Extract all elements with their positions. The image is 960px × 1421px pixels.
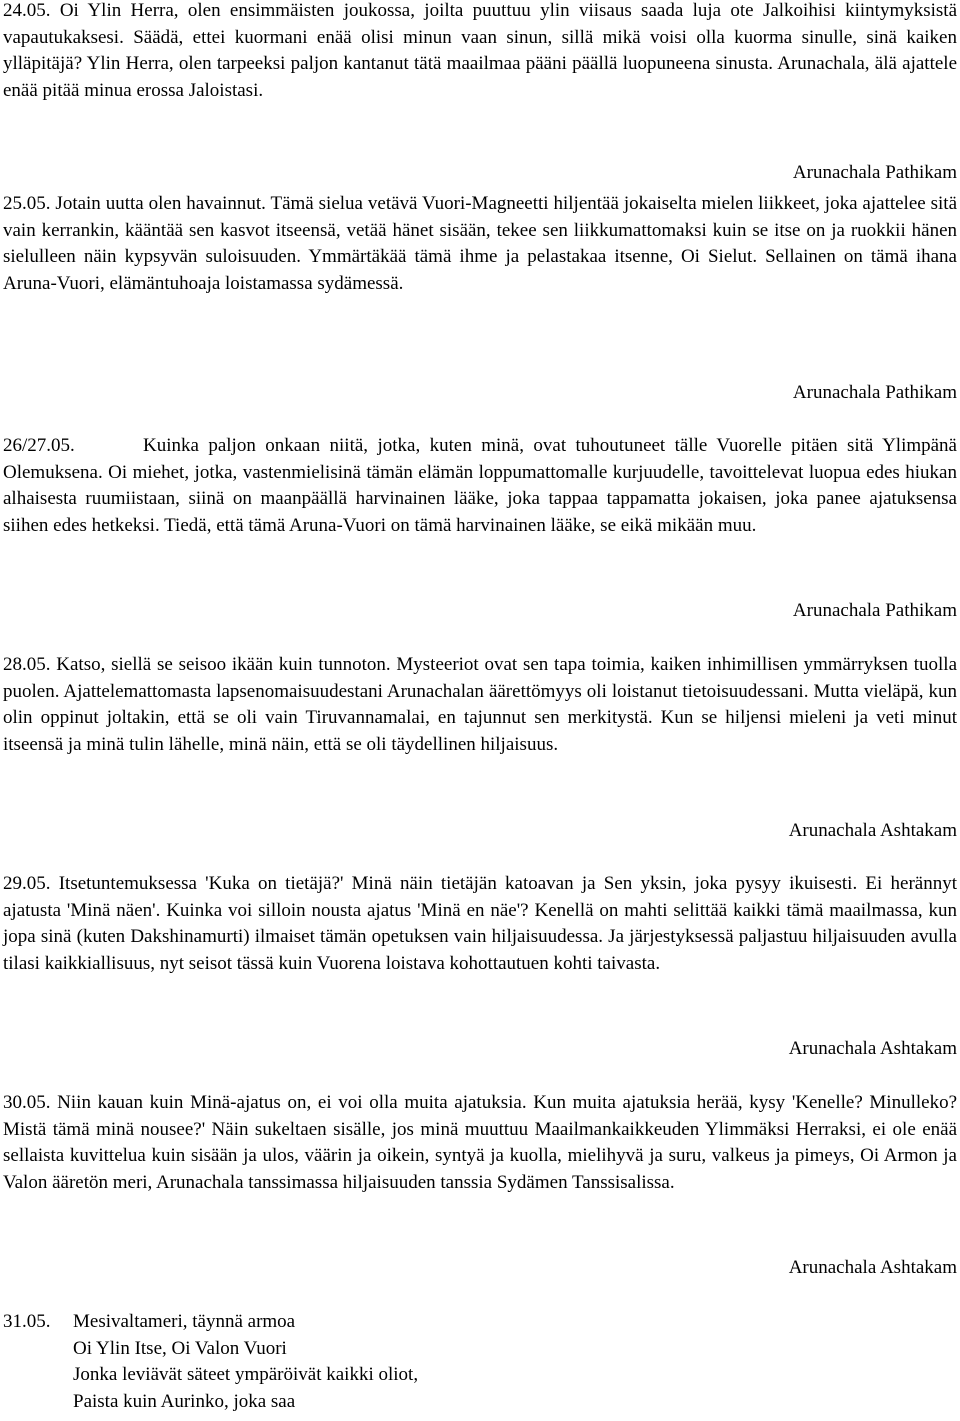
entry-date: 26/27.05. <box>3 435 75 456</box>
entry-text: Kuinka paljon onkaan niitä, jotka, kuten minä, ovat tuhoutuneet tälle Vuorelle pitäen sitä Ylimpänä Olemuksena. Oi miehet, jotka, vastenmielisinä tämän elämän loppumattomalle kurjuudelle, tavoittelevat luopua edes hiukan alhaisesta ruumiistaan, siinä on maanpäällä harvinainen lääke, joka tappaa tappamatta jokaisen, joka panee ajatuksensa siihen edes hetkeksi. Tiedä, että tämä Aruna-Vuori on tämä harvinainen lääke, se eikä mikään muu. <box>3 435 957 536</box>
poem-line: Oi Ylin Itse, Oi Valon Vuori <box>73 1337 287 1359</box>
poem-line: Jonka leviävät säteet ympäröivät kaikki oliot, <box>73 1364 419 1386</box>
entry-28-05 <box>3 652 957 758</box>
entry-paragraph <box>3 0 957 104</box>
entry-date: 30.05. <box>3 1092 51 1113</box>
entry-source: Arunachala Pathikam <box>792 382 957 403</box>
entry-source: Arunachala Ashtakam <box>788 1038 957 1059</box>
entry-paragraph <box>3 433 957 539</box>
entry-source: Arunachala Pathikam <box>792 162 957 183</box>
entry-text: Itsetuntemuksessa 'Kuka on tietäjä?' Minä näin tietäjän katoavan ja Sen yksin, joka pysyy ikuisesti. Ei herännyt ajatusta 'Minä näen'. Kuinka voi silloin nousta ajatus 'Minä en näe'? Kenellä on mahti selittää kaikki tämä maailmassa, kun jopa sinä (kuten Dakshinamurti) ilmaiset tämän opetuksen vain hiljaisuudessa. Ja järjestyksessä paljastuu hiljaisuuden avulla tilasi kaikkiallisuus, nyt seisot tässä kuin Vuorena loistava kohottautuen kohti taivasta. <box>3 873 957 974</box>
entry-text: Katso, siellä se seisoo ikään kuin tunnoton. Mysteeriot ovat sen tapa toimia, kaiken inhimillisen ymmärryksen tuolla puolen. Ajattelemattomasta lapsenomaisuudestani Arunachalan äärettömyys oli loistanut tietoisuudessani. Mutta vieläpä, kun olin oppinut joltakin, että se oli vain Tiruvannamalai, en tajunnut sen merkitystä. Kun se hiljensi mieleni ja veti minut itseensä ja minä tulin lähelle, minä näin, että se oli täydellinen hiljaisuus. <box>3 654 958 755</box>
entry-26-27-05 <box>3 433 957 539</box>
entry-31-05 <box>3 1309 957 1415</box>
entry-date: 25.05. <box>3 193 51 214</box>
entry-text: Jotain uutta olen havainnut. Tämä sielua vetävä Vuori-Magneetti hiljentää jokaiselta mielen liikkeet, joka ajattelee sitä vain kerrankin, kääntää sen kasvot itseensä, vetää hänet sisään, tekee sen liikkumattomaksi kuin se itse on ja ruokkii hänen sielulleen näin kypsyvän suloisuuden. Ymmärtäkää tämä ihme ja pelastakaa itsenne, Oi Sielut. Sellainen on tämä ihana Aruna-Vuori, elämäntuhoaja loistamassa sydämessä. <box>3 193 957 294</box>
entry-paragraph <box>3 871 957 977</box>
poem-line: Mesivaltameri, täynnä armoa <box>73 1311 296 1332</box>
entry-25-05 <box>3 191 957 297</box>
entry-29-05 <box>3 871 957 977</box>
entry-text: Oi Ylin Herra, olen ensimmäisten joukossa, joilta puuttuu ylin viisaus saada luja ote Jalkoihisi kiintymyksistä vapautukaksesi. Säädä, ettei kuormani enää olisi minun vaan sinun, sillä mikä voisi olla kuorma sinulle, sinä kaiken ylläpitäjä? Ylin Herra, olen tarpeeksi paljon kantanut tätä maailmaa pääni päällä luopuneena sinusta. Arunachala, älä ajattele enää pitää minua erossa Jaloistasi. <box>3 0 957 101</box>
entry-24-05 <box>3 0 957 104</box>
entry-date: 24.05. <box>3 0 51 21</box>
entry-source: Arunachala Pathikam <box>792 600 957 621</box>
poem-line: Paista kuin Aurinko, joka saa <box>73 1390 296 1412</box>
entry-text: Niin kauan kuin Minä-ajatus on, ei voi olla muita ajatuksia. Kun muita ajatuksia herää, kysy 'Kenelle? Minulleko? Mistä tämä minä nousee?' Näin sukeltaen sisälle, jos minä muuttuu Maailmankaikkeuden Ylimmäksi Herraksi, ei ole enää sellaista kuvittelua kuin sisään ja ulos, väärin ja oikein, syntyä ja kuolla, mielihyvä ja suru, valkeus ja pimeys, Oi Armon ja Valon ääretön meri, Arunachala tanssimassa hiljaisuuden tanssia Sydämen Tanssisalissa. <box>3 1092 958 1193</box>
entry-paragraph <box>3 652 957 758</box>
poem-date: 31.05. <box>3 1311 51 1332</box>
entry-date: 29.05. <box>3 873 51 894</box>
entry-date: 28.05. <box>3 654 51 675</box>
entry-source: Arunachala Ashtakam <box>788 820 957 841</box>
poem-lines <box>73 1309 957 1415</box>
entry-source: Arunachala Ashtakam <box>788 1257 957 1278</box>
entry-paragraph <box>3 191 957 297</box>
entry-paragraph <box>3 1090 957 1196</box>
entry-30-05 <box>3 1090 957 1196</box>
